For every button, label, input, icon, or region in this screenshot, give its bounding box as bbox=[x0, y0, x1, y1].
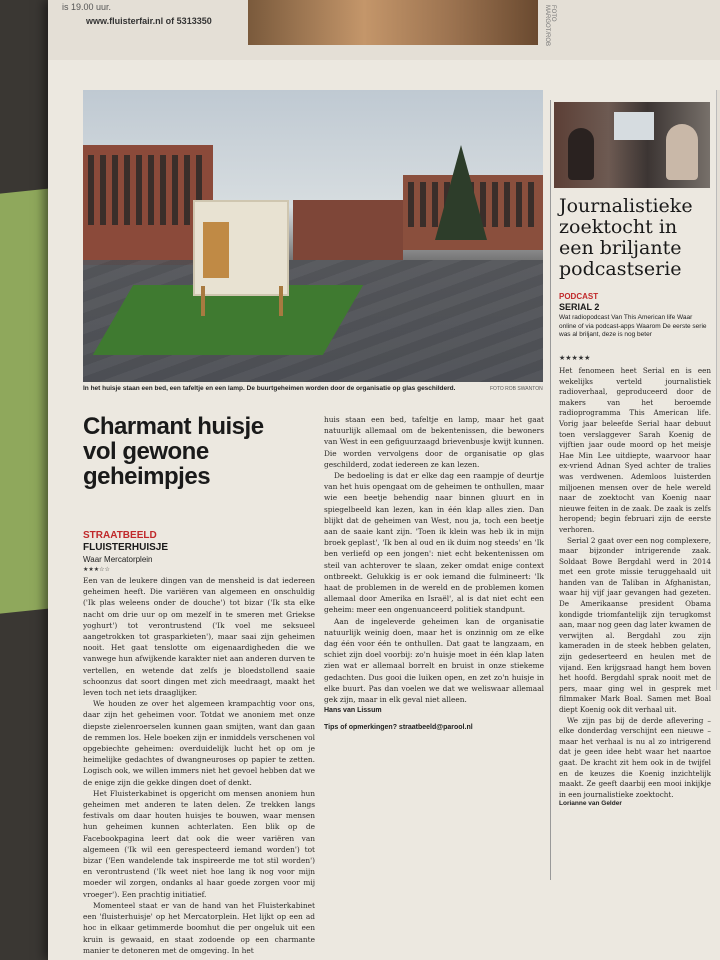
tips-line: Tips of opmerkingen? straatbeeld@parool.nl bbox=[324, 724, 473, 732]
next-page-edge bbox=[716, 90, 720, 690]
photo-caption: In het huisje staan een bed, een tafeltje en een lamp. De buurtgeheimen worden door de organisatie op glas geschilderd. bbox=[83, 385, 456, 392]
article-column-1 bbox=[83, 575, 315, 956]
paragraph: Een van de leukere dingen van de mensheid is dat iedereen geheimen heeft. Die variëren van algemeen en onschuldig ('Ik plas weleens onder de douche') tot bizar ('Ik sta elke nacht om drie uur op om mezelf in te smeren met Griekse yoghurt') tot verontrustend ('Ik voel me seksueel aangetrokken tot grasparkieten'), maar saai zijn geheimen nooit. Het gaat tenslotte om eigenaardigheden die we vanwege hun afwijkende karakter niet aan anderen durven te vertellen, en wetende dat zelfs je bloedstollend saaie schoonzus dat soort dingen met zich meedraagt, maakt het leven toch net iets draaglijker. bbox=[83, 576, 315, 698]
person-figure bbox=[568, 128, 594, 180]
article-author: Hans van Lissum bbox=[324, 707, 382, 715]
paragraph: Het Fluisterkabinet is opgericht om mensen anoniem hun geheimen met anderen te laten delen. Ze trekken langs festivals om daar houten huisjes te bouwen, waar mensen hun geheimen kunnen achterlaten. Een blik op de Facebookpagina leert dat ook die weer variëren van algemeen ('Ik wil een gerespecteerd iemand worden') tot bizar ('Een wandelende tak inspireerde me tot stil worden') en verontrustend ('Ik weet niet hoe lang ik nog voor mijn moeder wil zorgen, ondanks al haar goede zorgen voor mij vroeger'). Een prachtig initiatief. bbox=[83, 788, 315, 899]
top-photo bbox=[248, 0, 538, 45]
article-headline: Charmant huisje vol gewone geheimpjes bbox=[83, 413, 264, 490]
whisper-hut bbox=[193, 200, 289, 296]
top-text-line: is 19.00 uur. bbox=[62, 2, 112, 12]
paragraph: We zijn pas bij de derde aflevering – elke donderdag verschijnt een nieuwe – maar het verhaal is nu al zo intrigerend dat je geen idee hebt waar het naartoe gaat. De kracht zit hem ook in de twijfel en de keuzes die Koenig inzichtelijk maakt. Ze geeft daarbij een mooi inkijkje in een journalistieke zoektocht. bbox=[559, 715, 711, 799]
sidebar-info: Wat radiopodcast Van This American life Waar online of via podcast-apps Waarom De eerste serie was al briljant, deze is nog beter bbox=[559, 314, 707, 338]
sidebar-section-label: PODCAST bbox=[559, 292, 599, 301]
paragraph: Aan de ingeleverde geheimen kan de organisatie natuurlijk weinig doen, maar het is onzinnig om ze elke dag één voor één te onthullen. Dat gaat te langzaam, en schiet zijn doel voorbij: zo'n huisje moet in één klap laten zien wat er allemaal borrelt en bruist in onze stiekeme gedachten. Dus gooi die luiken open, en zet zo'n huisje in elke buurt. Pas dan voelen we dat we weliswaar allemaal gek zijn, maar in elk geval niet alleen. bbox=[324, 616, 544, 705]
sidebar-star-rating: ★★★★★ bbox=[559, 354, 591, 362]
monitor bbox=[614, 112, 654, 140]
top-photo-credit: FOTO MARGOT/ROB bbox=[544, 5, 556, 47]
sidebar-author: Lorianne van Gelder bbox=[559, 800, 622, 808]
previous-article-strip bbox=[48, 0, 720, 60]
hut-leg bbox=[201, 286, 205, 316]
location-line: Waar Mercatorplein bbox=[83, 555, 153, 564]
star-rating: ★★★☆☆ bbox=[83, 566, 110, 573]
paragraph: Momenteel staat er van de hand van het Fluisterkabinet een 'fluisterhuisje' op het Mercatorplein. Het lijkt op een ad hoc in elkaar getimmerde boomhut die per ongeluk uit een kruin is gewaaid, en staat zodoende op een charmante manier te detoneren met de omgeving. In het bbox=[83, 900, 315, 955]
article-column-2 bbox=[324, 414, 544, 731]
building-center bbox=[293, 200, 403, 260]
paragraph: De bedoeling is dat er elke dag een raampje of deurtje van het huis opengaat om de geheimen te onthullen, maar wie een beetje behendig naar binnen gluurt en in spiegelbeeld kan lezen, kan in één klap alles zien. Dan blijkt dat de geheimen van West, nou ja, toch een beetje aan de saaie kant zijn. 'Toen ik klein was heb ik in mijn broek geplast', 'Ik ben al oud en ik duim nog steeds' en 'Ik ben verliefd op een jongen': niet echt bekentenissen om steil van achterover te slaan, zeker omdat enige context ontbreekt. Gelukkig is er ook iemand die fulmineert: 'Ik haat de problemen in de wereld en de problemen komen allemaal door Amerika en Israël', al is dat niet echt een geheim: meer een ongenuanceerd politiek standpunt. bbox=[324, 471, 544, 615]
christmas-tree bbox=[435, 145, 487, 240]
sidebar-body bbox=[559, 366, 711, 807]
paragraph: Serial 2 gaat over een nog complexere, maar bijzonder intrigerende zaak. Soldaat Bowe Bergdahl werd in 2014 met een grote missie teruggehaald uit handen van de Taliban in Afghanistan, waar hij vijf jaar gevangen had gezeten. De Amerikaanse president Obama kondigde triomfantelijk zijn terugkomst aan, maar nog geen dag later kwamen de verwijten al. Bergdahl zou zijn kameraden in de steek hebben gelaten, zijn gedeserteerd en heulen met de vijand. Een krijgsraad hangt hem boven het hoofd. Bergdahl sprak nooit met de pers, maar ging wel in gesprek met filmmaker Mark Boal. Samen met Boal diept Koenig ook dit verhaal uit. bbox=[559, 535, 711, 714]
main-photo bbox=[83, 90, 543, 382]
photo-credit: FOTO ROB SWANTON bbox=[490, 386, 543, 392]
section-label: STRAATBEELD bbox=[83, 530, 157, 541]
podcast-photo bbox=[554, 102, 710, 188]
hut-leg bbox=[279, 286, 283, 316]
sidebar-headline: Journalistieke zoektocht in een briljante podcastserie bbox=[559, 195, 693, 280]
building-windows bbox=[88, 155, 208, 225]
hut-door bbox=[203, 222, 229, 278]
sidebar-subject-label: SERIAL 2 bbox=[559, 302, 600, 312]
subject-label: FLUISTERHUISJE bbox=[83, 542, 169, 553]
person-figure bbox=[666, 124, 698, 180]
paragraph: Het fenomeen heet Serial en is een wekelijks verteld journalistiek radioverhaal, geproduceerd door de makers van het beroemde radioprogramma This American life. Vorig jaar beleefde Serial haar debuut toen verslaggever Sarah Koenig de vijftien jaar oude moord op het meisje Hae Min Lee uitdiepte, waarvoor haar ex-vriend Adnan Syed achter de tralies was verdwenen. Ademloos luisterden miljoenen mensen over de hele wereld naar de zoektocht van Koenig naar nieuwe feiten in de zaak. De zaak is zelfs heropend; begin februari zijn de eerste verhoren. bbox=[559, 366, 711, 534]
newspaper-page bbox=[48, 0, 720, 960]
top-website: www.fluisterfair.nl of 5313350 bbox=[86, 16, 212, 26]
column-divider bbox=[550, 100, 551, 880]
paragraph: huis staan een bed, tafeltje en lamp, maar het gaat natuurlijk allemaal om de bekentenissen, die bewoners van West in een gefiguurzaagd brievenbusje kwijt kunnen. Die worden vervolgens door de organisatie op glas geschilderd, zodat iedereen ze kan lezen. bbox=[324, 415, 544, 469]
paragraph: We houden ze over het algemeen krampachtig voor ons, daar zijn het geheimen voor. Totdat we anoniem met onze diepste zielenroerselen kunnen gaan smijten, want dan gaan de remmen los. Hele boeken zijn er inmiddels verschenen vol opgebiechte geheimen: overduidelijk lucht het op om je heimelijke gedachtes of dwangneuroses op papier te zetten. Logisch ook, we willen immers niet het gevoel hebben dat we de enige zijn die gekke dingen doet of denkt. bbox=[83, 699, 315, 787]
